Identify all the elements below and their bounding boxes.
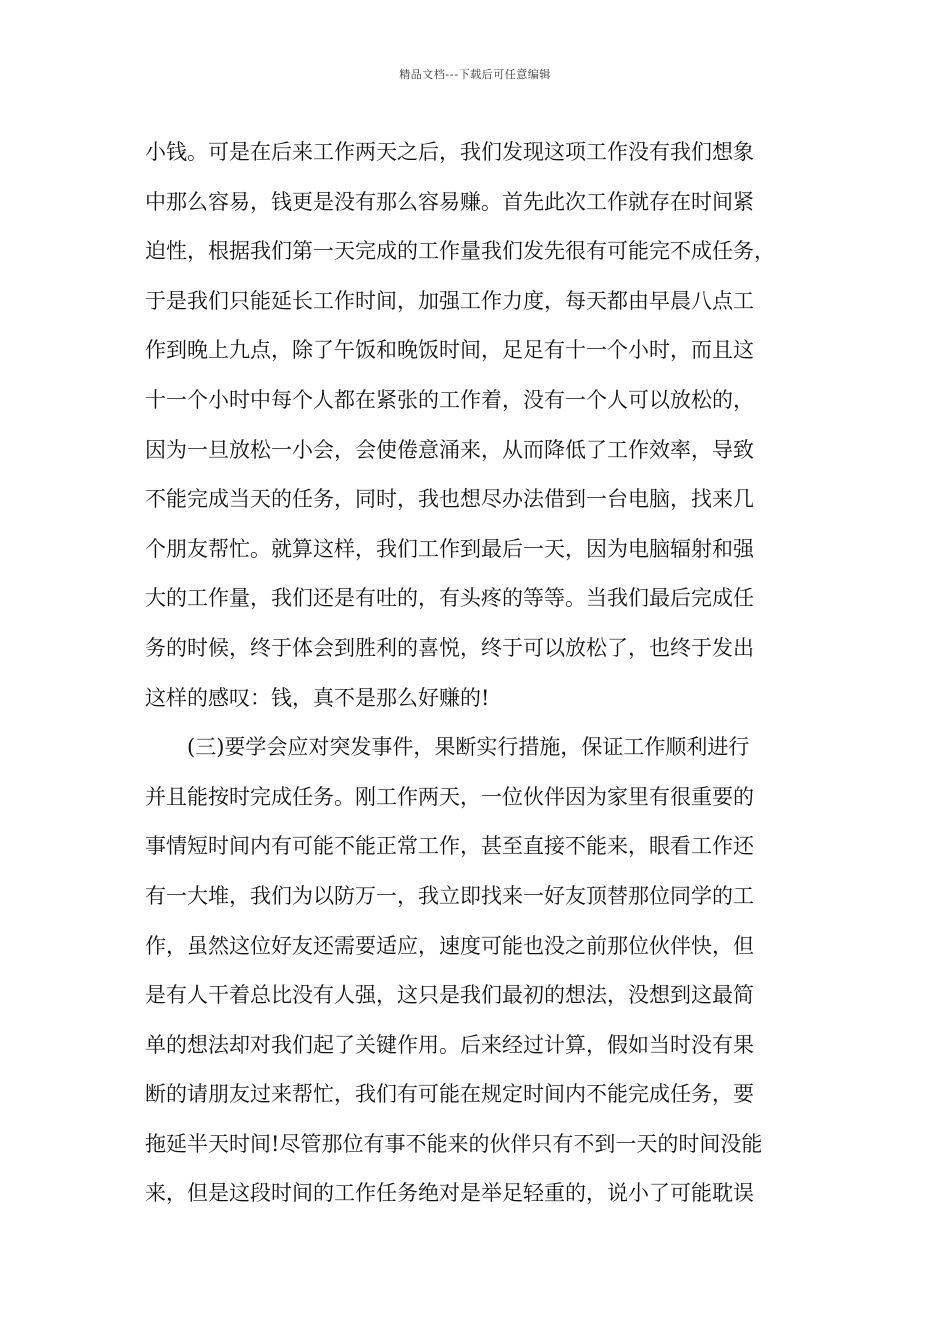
text-line: 务的时候，终于体会到胜利的喜悦，终于可以放松了，也终于发出 <box>145 635 754 660</box>
text-line: 断的请朋友过来帮忙，我们有可能在规定时间内不能完成任务，要 <box>145 1082 754 1107</box>
text-line: 这样的感叹：钱，真不是那么好赚的! <box>145 685 490 710</box>
text-line: 十一个小时中每个人都在紧张的工作着，没有一个人可以放松的， <box>145 387 754 412</box>
text-line: 有一大堆，我们为以防万一，我立即找来一好友顶替那位同学的工 <box>145 883 754 908</box>
text-line: 拖延半天时间!尽管那位有事不能来的伙伴只有不到一天的时间没能 <box>145 1131 763 1156</box>
text-line: 单的想法却对我们起了关键作用。后来经过计算，假如当时没有果 <box>145 1032 754 1057</box>
text-line: 中那么容易，钱更是没有那么容易赚。首先此次工作就存在时间紧 <box>145 189 754 214</box>
text-line: 作到晚上九点，除了午饭和晚饭时间，足足有十一个小时，而且这 <box>145 338 754 363</box>
text-line: 小钱。可是在后来工作两天之后，我们发现这项工作没有我们想象 <box>145 140 754 164</box>
text-line: 迫性，根据我们第一天完成的工作量我们发先很有可能完不成任务， <box>145 239 775 264</box>
text-line: 因为一旦放松一小会，会使倦意涌来，从而降低了工作效率，导致 <box>145 437 754 462</box>
text-line: 于是我们只能延长工作时间，加强工作力度，每天都由早晨八点工 <box>145 288 754 313</box>
text-line: 不能完成当天的任务，同时，我也想尽办法借到一台电脑，找来几 <box>145 487 754 512</box>
text-line: 来，但是这段时间的工作任务绝对是举足轻重的，说小了可能耽误 <box>145 1181 754 1206</box>
text-line: 并且能按时完成任务。刚工作两天，一位伙伴因为家里有很重要的 <box>145 784 754 809</box>
text-line: 事情短时间内有可能不能正常工作，甚至直接不能来，眼看工作还 <box>145 834 754 859</box>
page-header: 精品文档---下载后可任意编辑 <box>399 68 551 81</box>
text-line: 是有人干着总比没有人强，这只是我们最初的想法，没想到这最简 <box>145 983 754 1008</box>
document-body <box>145 128 835 1219</box>
text-line: 个朋友帮忙。就算这样，我们工作到最后一天，因为电脑辐射和强 <box>145 536 754 561</box>
text-line: (三)要学会应对突发事件，果断实行措施，保证工作顺利进行 <box>145 735 750 760</box>
text-line: 大的工作量，我们还是有吐的，有头疼的等等。当我们最后完成任 <box>145 586 754 611</box>
text-line: 作，虽然这位好友还需要适应，速度可能也没之前那位伙伴快，但 <box>145 933 754 958</box>
